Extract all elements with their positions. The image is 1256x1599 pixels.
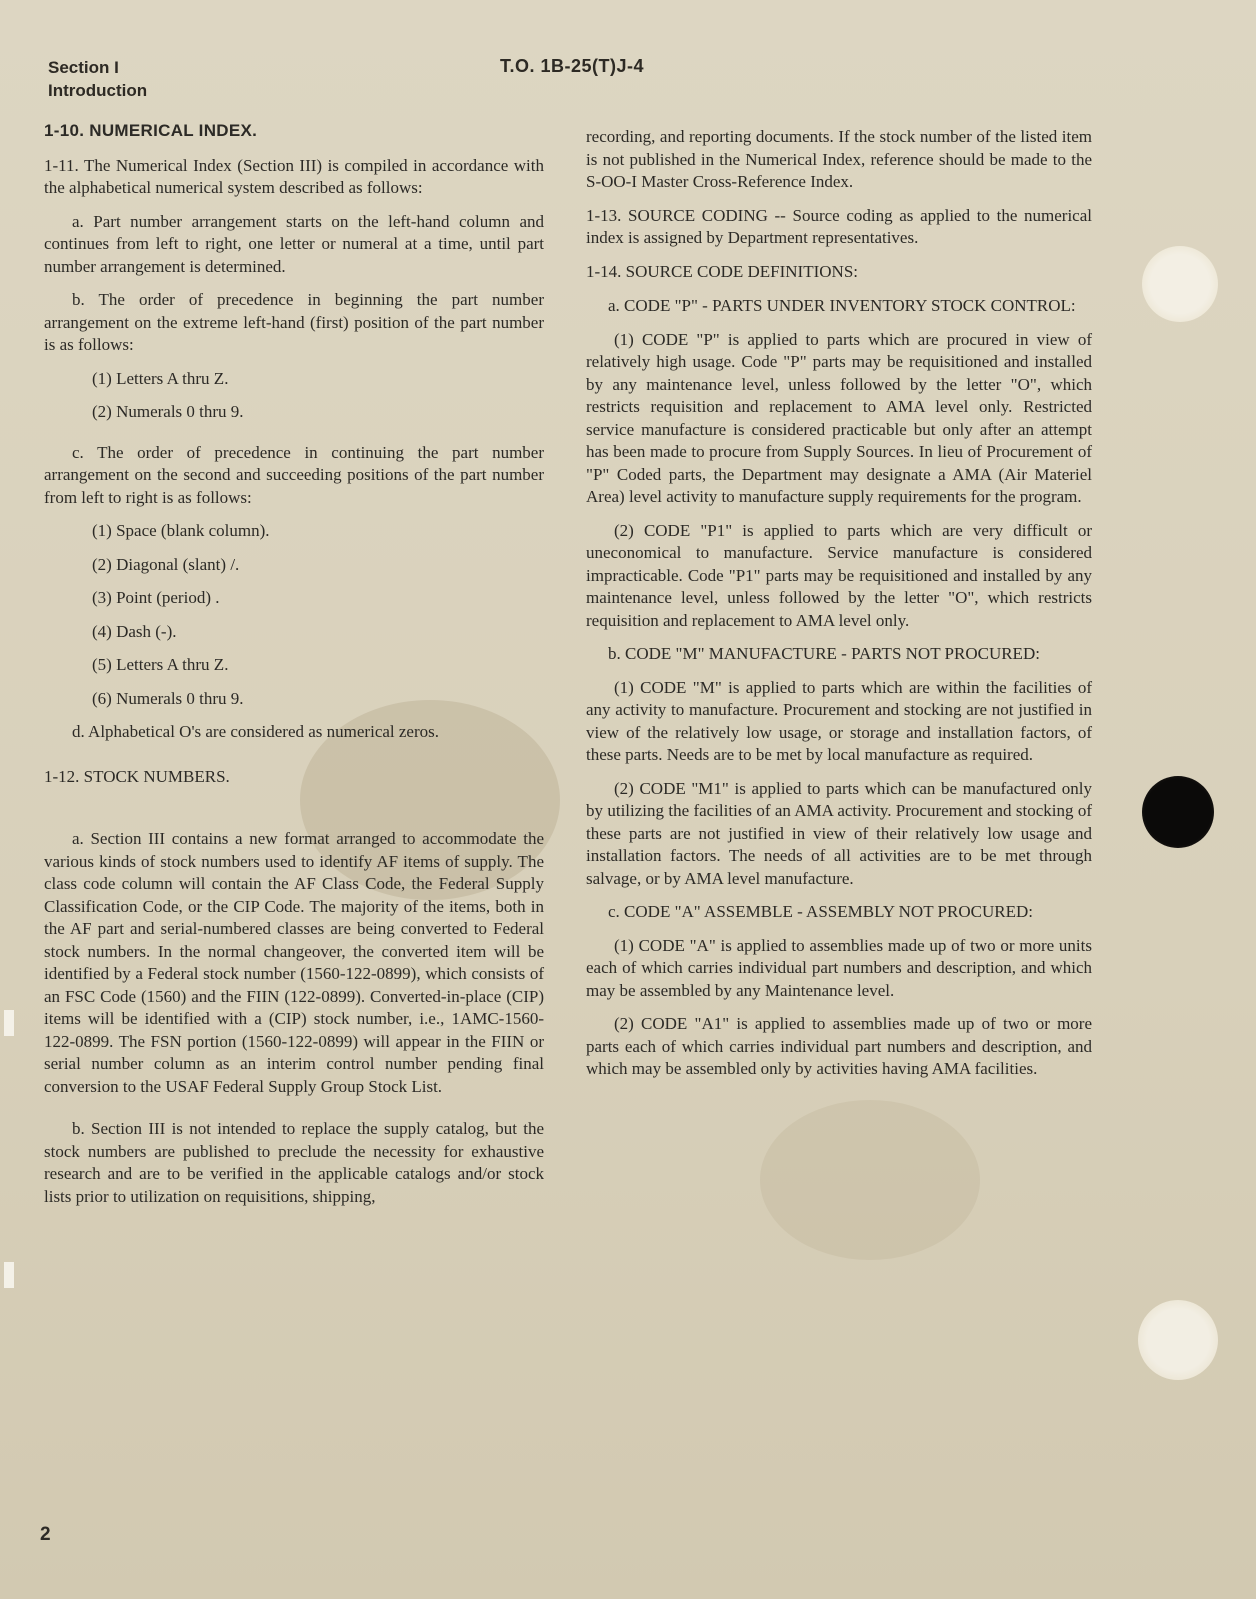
technical-order-number: T.O. 1B-25(T)J-4 [500,56,645,76]
list-item: (1) Letters A thru Z. [92,368,229,388]
section-header [48,56,147,102]
edge-tear [4,1262,14,1288]
paper-stain [760,1100,980,1260]
section-subtitle: Introduction [48,81,148,100]
list-item: (2) Diagonal (slant) /. [92,554,240,574]
paragraph-code-a1: (2) CODE "A1" is applied to assemblies made up of two or more parts each of which carries individual part numbers and description, and which may be assembled only by activities having AMA facilities. [586,1014,1092,1078]
list-item: (3) Point (period) . [92,588,220,607]
paragraph-1-12-b: b. Section III is not intended to replace the supply catalog, but the stock numbers are published to preclude the necessity for exhaustive research and are to be verified in the applicable catalogs and/or stock lists prior to utilization on requisitions, shipping, [44,1119,544,1206]
heading-stock-numbers: 1-12. STOCK NUMBERS. [44,766,230,786]
section-label: Section I [48,58,119,77]
paragraph-code-a: (1) CODE "A" is applied to assemblies made up of two or more units each of which carries individual part numbers and description, and which may be assembled by any Maintenance level. [586,935,1092,1000]
list-item: (5) Letters A thru Z. [92,655,229,674]
page-number: 2 [40,1524,51,1545]
paragraph-code-p: (1) CODE "P" is applied to parts which are procured in view of relatively high usage. Code "P" parts may be requisitioned and installed by any maintenance level, unless followed by the letter "O", which restricts requisition and replacement to AMA level only. Restricted service manufacture is considered practicable but only after an attempt has been made to procure from Supply Sources. In lieu of Procurement of "P" Coded parts, the Department may designate a AMA (Air Materiel Area) level activity to manufacture supply requirements for the program. [586,329,1092,506]
left-column [44,120,544,1219]
paragraph-1-11-a: a. Part number arrangement starts on the left-hand column and continues from left to right, one letter or numeral at a time, until part number arrangement is determined. [44,211,544,276]
paragraph-1-11-d: d. Alphabetical O's are considered as numerical zeros. [72,722,440,741]
paragraph-code-m1: (2) CODE "M1" is applied to parts which can be manufactured only by utilizing the facilities of an AMA activity. Procurement and stocking of these parts are not justified in view of their relatively low usage and installation factors. The needs of all activities are to be met through salvage, or by AMA level manufacture. [586,778,1092,888]
subheading-code-a: c. CODE "A" ASSEMBLE - ASSEMBLY NOT PROCURED: [608,902,1033,921]
paragraph-1-12-a: a. Section III contains a new format arranged to accommodate the various kinds of stock numbers used to identify AF items of supply. The class code column will contain the AF Class Code, the Federal Supply Classification Code, or the CIP Code. The majority of the items, both in the AF part and serial-numbered classes are being converted to Federal stock numbers. In the normal changeover, the converted item will be identified by a Federal stock number (1560-122-0899), which consists of an FSC Code (1560) and the FIIN (122-0899). Converted-in-place (CIP) items will be identified with a (CIP) stock number, i.e., 1AMC-1560-122-0899. The FSN portion (1560-122-0899) will appear in the FIIN or serial number column as an interim control number pending final conversion to the USAF Federal Supply Group Stock List. [44,829,544,1096]
list-item: (2) Numerals 0 thru 9. [92,402,244,421]
paragraph-1-11-c: c. The order of precedence in continuing the part number arrangement on the second and succeeding positions of the part number from left to right is as follows: [44,442,544,507]
binder-hole [1138,1300,1218,1380]
binder-hole [1142,776,1214,848]
paragraph-continued: recording, and reporting documents. If the stock number of the listed item is not published in the Numerical Index, reference should be made to the S-OO-I Master Cross-Reference Index. [586,127,1092,191]
list-item: (1) Space (blank column). [92,521,270,540]
subheading-code-p: a. CODE "P" - PARTS UNDER INVENTORY STOCK CONTROL: [608,296,1076,315]
edge-tear [4,1010,14,1036]
paragraph-1-13: 1-13. SOURCE CODING -- Source coding as applied to the numerical index is assigned by Department representatives. [586,205,1092,247]
binder-hole [1142,246,1218,322]
list-item: (6) Numerals 0 thru 9. [92,688,244,708]
paragraph-1-11-b: b. The order of precedence in beginning the part number arrangement on the extreme left-hand (first) position of the part number is as follows: [44,290,544,354]
list-item: (4) Dash (-). [92,621,177,641]
right-column [586,126,1092,1092]
paragraph-1-11: 1-11. The Numerical Index (Section III) is compiled in accordance with the alphabetical numerical system described as follows: [44,155,544,197]
paragraph-code-m: (1) CODE "M" is applied to parts which are within the facilities of any activity to manufacture. Procurement and stocking are not justified in view of the relatively low usage, or storage and installation factors, of these parts. Needs are to be met by local manufacture as required. [586,677,1092,764]
subheading-code-m: b. CODE "M" MANUFACTURE - PARTS NOT PROCURED: [608,644,1040,663]
heading-source-code-definitions: 1-14. SOURCE CODE DEFINITIONS: [586,261,858,281]
heading-numerical-index: 1-10. NUMERICAL INDEX. [44,121,258,140]
paragraph-code-p1: (2) CODE "P1" is applied to parts which are very difficult or uneconomical to manufacture. Service manufacture is considered impracticable. Code "P1" parts may be requisitioned and installed by any maintenance level, unless followed by the letter "O", which restricts requisition and replacement to AMA level only. [586,520,1092,630]
